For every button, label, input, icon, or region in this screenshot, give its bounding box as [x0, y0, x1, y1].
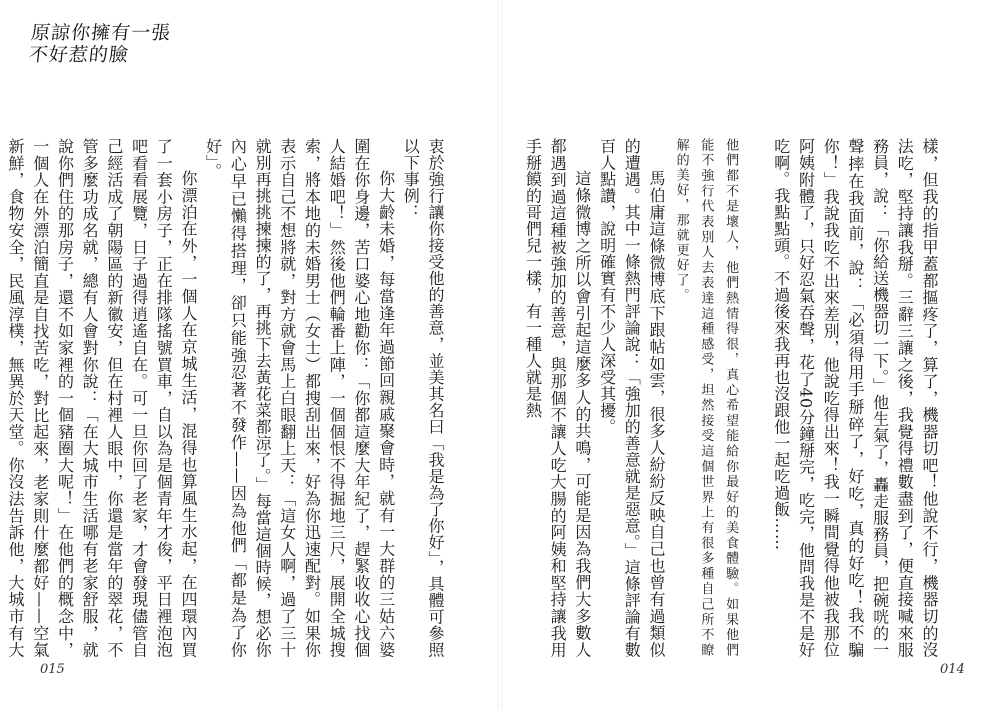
right-page-body [523, 138, 941, 658]
paragraph: 樣，但我的指甲蓋都摳疼了，算了，機器切吧！他說不行，機器切的沒法吃，堅持讓我掰。三辭三讓之後，我覺得禮數盡到了，便直接喊來服務員，說：「你給送機器切一下。」他生氣了，轟走服務員，把碗咣的一聲摔在我面前，說：「必須得用手掰碎了，好吃，真的好吃！我不騙你！」我說我吃不出來差別，他說吃得出來！我一瞬間覺得他被我那位阿姨附體了，只好忍氣吞聲，花了40分鐘掰完，吃完，他問我是不是好吃啊。我點點頭。不過後來我再也沒跟他一起吃過飯…… [771, 138, 939, 658]
page-number-left: 015 [40, 662, 65, 677]
page-number-right: 014 [940, 662, 965, 677]
paragraph: 你大齡未婚，每當逢年過節回親戚聚會時，就有一大群的三姑六婆圍在你身邊，苦口婆心地勸你：「你都這麼大年紀了，趕緊收收心找個人結婚吧！」然後他們輪番上陣，一個個恨不得掘地三尺，展開全城搜索，將本地的未婚男士（女士）都搜刮出來，好為你迅速配對。如果你表示自己不想將就，對方就會馬上白眼翻上天：「這女人啊，過了三十就別再挑挑揀揀的了，再挑下去黃花菜都涼了。」每當這個時候，想必你內心早已懶得搭理，卻只能強忍著不發作——因為他們「都是為了你好」。 [203, 138, 396, 658]
paragraph: 這條微博之所以會引起這麼多人的共鳴，可能是因為我們大多數人都遇到過這種被強加的善意，與那個不讓人吃大腸的阿姨和堅持讓我用手掰饃的哥們兒一樣，有一種人就是熱 [523, 138, 592, 658]
paragraph: 你漂泊在外，一個人在京城生活，混得也算風生水起，在四環內買了一套小房子，正在排隊搖號買車，自以為是個青年才俊，平日裡泡泡吧看看展覽，日子過得逍遙自在。可一旦你回了老家，才會發現儘管自己經活成了朝陽區的新徽安，但在村裡人眼中，你還是當年的翠花，不管多麼功成名就，總有人會對你說：「在大城市生活哪有老家舒服，就說你們住的那房子，還不如家裡的一個豬圈大呢！」在他們的概念中，一個人在外漂泊簡直是自找苦吃，對比起來，老家則什麼都好——空氣新鮮，食物安全，民風淳樸，無異於天堂。你沒法告訴他，大城市有大 [6, 138, 198, 658]
quoted-passage: 他們都不是壞人，他們熱情得很，真心希望能給你最好的美食體驗。如果他們能不強行代表別人去表達這種感受，坦然接受這個世界上有很多種自己所不瞭解的美好，那就更好了。 [673, 138, 739, 658]
right-page [503, 0, 1000, 710]
left-page [0, 0, 497, 710]
running-title-line-2: 不好惹的臉 [27, 44, 131, 66]
left-page-body [6, 138, 447, 658]
running-title [28, 22, 173, 66]
running-title-line-1: 原諒你擁有一張 [30, 22, 173, 44]
paragraph: 衷於強行讓你接受他的善意，並美其名曰「我是為了你好」，具體可參照以下事例： [401, 138, 445, 658]
paragraph: 馬伯庸這條微博底下跟帖如雲，很多人紛紛反映自己也曾有過類似的遭遇。其中一條熱門評論說：「強加的善意就是惡意。」這條評論有數百人點讚，說明確實有不少人深受其擾。 [597, 138, 666, 658]
